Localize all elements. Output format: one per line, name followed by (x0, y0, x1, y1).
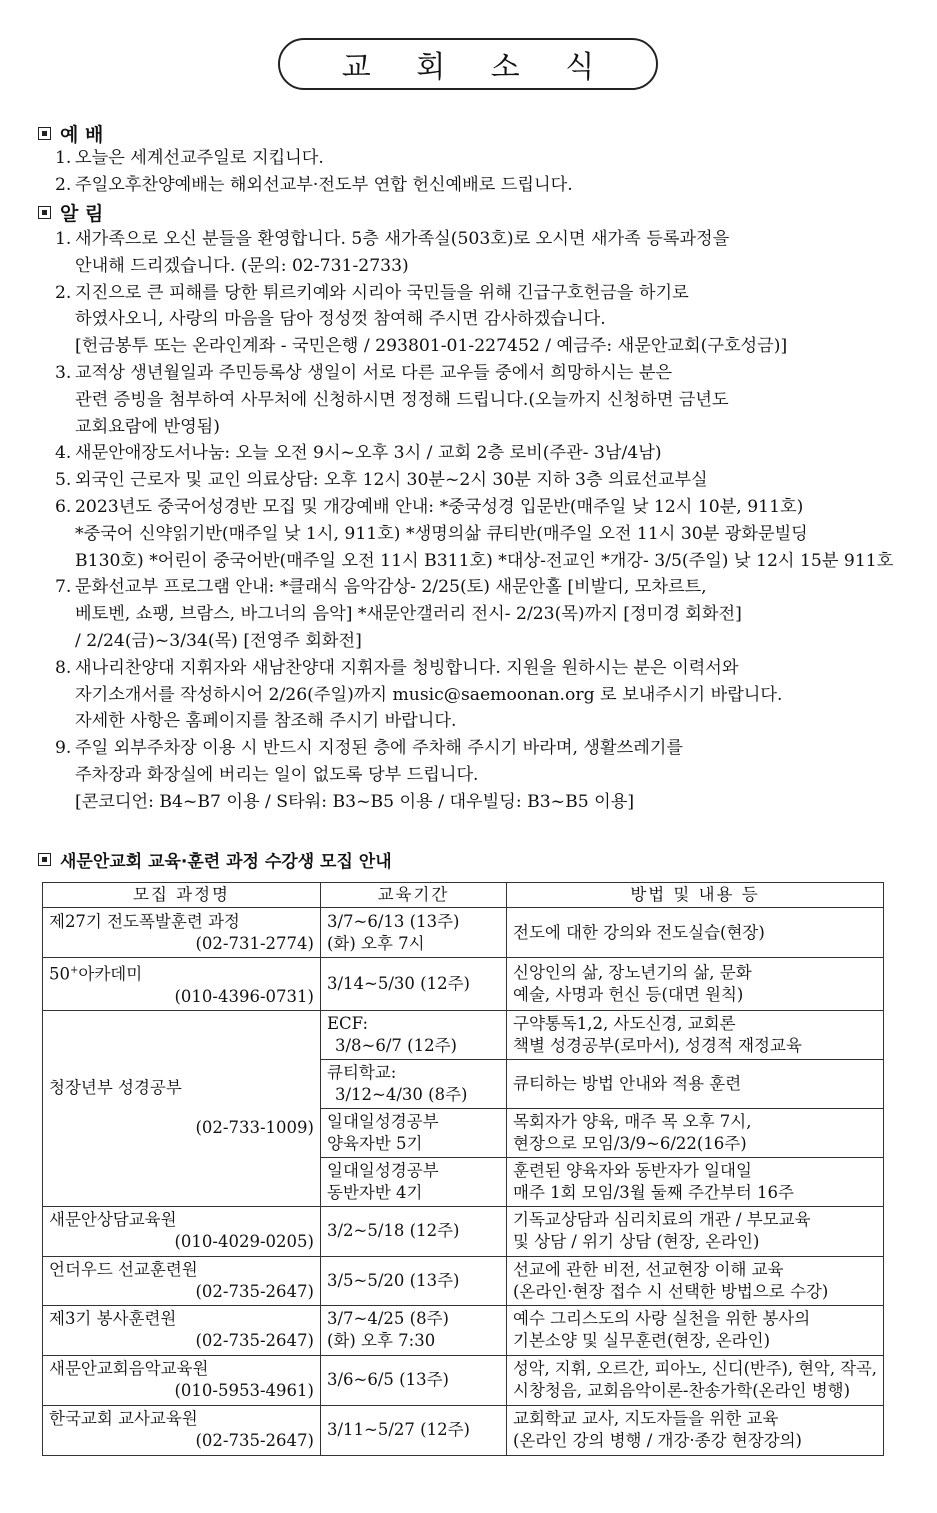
course-name-cell (43, 908, 321, 958)
item-number: 2. (55, 282, 72, 303)
item-text (75, 440, 895, 467)
table-row (43, 958, 884, 1011)
period-cell-line: ECF: (327, 1013, 369, 1033)
page-title-box (278, 38, 658, 90)
item-number: 9. (55, 738, 72, 759)
period-cell-line: 3/11~5/27 (12주) (327, 1420, 470, 1439)
content-cell (507, 1305, 884, 1355)
item-line: 관련 증빙을 첨부하여 사무처에 신청하시면 정정해 드립니다.(오늘까지 신청하면 금년도 (75, 389, 729, 410)
content-cell-line: 기본소양 및 실무훈련(현장, 온라인) (513, 1331, 770, 1350)
course-name-cell (43, 1355, 321, 1405)
item-line: *중국어 신약읽기반(매주일 낮 1시, 911호) *생명의삶 큐티반(매주일 오전 11시 30분 광화문빌딩 (75, 523, 808, 544)
content-cell-line: 예술, 사명과 헌신 등(대면 원칙) (513, 984, 744, 1004)
period-cell (321, 1355, 507, 1405)
content-cell-line: 시창청음, 교회음악이론-찬송가학(온라인 병행) (513, 1381, 851, 1400)
content-cell (507, 1157, 884, 1206)
item-number: 4. (55, 443, 72, 464)
list-item (55, 360, 895, 440)
course-phone: (010-4029-0205) (174, 1232, 314, 1251)
content-cell-line: 책별 성경공부(로마서), 성경적 재정교육 (513, 1035, 802, 1055)
item-line: 새가족으로 오신 분들을 환영합니다. 5층 새가족실(503호)로 오시면 새가족 등록과정을 (75, 229, 730, 249)
item-line: 새문안애장도서나눔: 오늘 오전 9시~오후 3시 / 교회 2층 로비(주관- 3남/4남) (75, 443, 662, 464)
square-bullet-icon (38, 206, 51, 219)
period-cell-line: 3/5~5/20 (13주) (327, 1270, 460, 1290)
page-title: 교 회 소 식 (341, 50, 613, 85)
course-name-part: 50 (49, 964, 70, 984)
item-line: 주일오후찬양예배는 해외선교부·전도부 연합 헌신예배로 드립니다. (75, 174, 573, 195)
period-cell-line: (화) 오후 7시 (327, 933, 425, 953)
content-cell-line: 구약통독1,2, 사도신경, 교회론 (513, 1013, 736, 1033)
item-text (75, 735, 895, 815)
table-row (43, 1206, 884, 1256)
item-number: 7. (55, 577, 72, 598)
item-line: 주차장과 화장실에 버리는 일이 없도록 당부 드립니다. (75, 764, 479, 785)
item-line: 새나리찬양대 지휘자와 새남찬양대 지휘자를 청빙합니다. 지원을 원하시는 분은 이력서와 (75, 657, 739, 678)
content-cell-line: 전도에 대한 강의와 전도실습(현장) (513, 922, 765, 942)
course-name-cell (43, 1405, 321, 1455)
table-header-row (43, 883, 884, 908)
item-line: 외국인 근로자 및 교인 의료상담: 오후 12시 30분~2시 30분 지하 3층 의료선교부실 (75, 470, 708, 491)
period-cell-line: 동반자반 4기 (327, 1182, 423, 1202)
table-row (43, 1256, 884, 1305)
item-line: 문화선교부 프로그램 안내: *클래식 음악감상- 2/25(토) 새문안홀 [비발디, 모차르트, (75, 577, 707, 598)
period-cell-line: (화) 오후 7:30 (327, 1331, 436, 1350)
period-cell-line: 3/7~4/25 (8주) (327, 1309, 449, 1328)
course-name (49, 960, 314, 986)
course-phone: (02-733-1009) (195, 1118, 314, 1137)
item-line: / 2/24(금)~3/34(목) [전영주 회화전] (75, 630, 362, 651)
period-cell-line: 일대일성경공부 (327, 1160, 439, 1180)
course-name-sup: + (70, 965, 79, 976)
content-cell-line: (온라인 강의 병행 / 개강·종강 현장강의) (513, 1431, 802, 1450)
item-text (75, 280, 895, 360)
period-cell-line: 일대일성경공부 (327, 1111, 439, 1131)
header-content: 방법 및 내용 등 (507, 883, 884, 908)
period-cell-line: 3/12~4/30 (8주) (335, 1084, 468, 1104)
content-cell (507, 1405, 884, 1455)
period-cell (321, 1059, 507, 1108)
period-cell-line: 3/2~5/18 (12주) (327, 1221, 460, 1240)
education-table (42, 882, 884, 1456)
header-period: 교육기간 (321, 883, 507, 908)
period-cell-line: 3/7~6/13 (13주) (327, 911, 460, 931)
period-cell (321, 1256, 507, 1305)
course-name-cell (43, 958, 321, 1011)
item-line: B130호) *어린이 중국어반(매주일 오전 11시 B311호) *대상-전교인 *개강- 3/5(주일) 낮 12시 15분 911호 (75, 550, 894, 571)
content-cell-line: (온라인·현장 접수 시 선택한 방법으로 수강) (513, 1281, 829, 1301)
worship-list (55, 145, 895, 199)
item-line: 2023년도 중국어성경반 모집 및 개강예배 안내: *중국성경 입문반(매주일 낮 12시 10분, 911호) (75, 496, 804, 517)
period-cell (321, 1206, 507, 1256)
content-cell-line: 성악, 지휘, 오르간, 피아노, 신디(반주), 현악, 작곡, (513, 1359, 877, 1378)
item-text (75, 467, 895, 494)
course-phone: (010-4396-0731) (174, 986, 314, 1006)
list-item (55, 172, 895, 199)
item-number: 2. (55, 174, 72, 195)
content-cell-line: 목회자가 양육, 매주 목 오후 7시, (513, 1111, 752, 1131)
list-item (55, 735, 895, 815)
item-number: 1. (55, 229, 72, 249)
item-number: 6. (55, 496, 72, 517)
period-cell (321, 1010, 507, 1059)
education-heading-text: 새문안교회 교육·훈련 과정 수강생 모집 안내 (60, 852, 392, 872)
period-cell (321, 958, 507, 1011)
content-cell-line: 매주 1회 모임/3월 둘째 주간부터 16주 (513, 1182, 794, 1202)
course-name: 새문안교회음악교육원 (49, 1359, 209, 1378)
item-line: 지진으로 큰 피해를 당한 튀르키예와 시리아 국민들을 위해 긴급구호헌금을 하기로 (75, 282, 689, 303)
notices-heading (38, 199, 103, 226)
item-line: 자세한 사항은 홈페이지를 참조해 주시기 바랍니다. (75, 711, 457, 732)
content-cell-line: 큐티하는 방법 안내와 적용 훈련 (513, 1073, 742, 1093)
list-item (55, 494, 895, 574)
course-name: 새문안상담교육원 (49, 1210, 177, 1229)
list-item (55, 226, 895, 280)
content-cell (507, 1355, 884, 1405)
course-phone: (02-735-2647) (195, 1431, 314, 1450)
content-cell (507, 1059, 884, 1108)
list-item (55, 655, 895, 735)
list-item (55, 280, 895, 360)
content-cell (507, 1108, 884, 1157)
course-name: 한국교회 교사교육원 (49, 1409, 198, 1428)
item-line: [콘코디언: B4~B7 이용 / S타워: B3~B5 이용 / 대우빌딩: B3~B5 이용] (75, 791, 635, 812)
content-cell (507, 958, 884, 1011)
course-name: 제3기 봉사훈련원 (49, 1309, 177, 1328)
item-text (75, 172, 895, 199)
table-row (43, 1355, 884, 1405)
item-text (75, 145, 895, 172)
period-cell (321, 1108, 507, 1157)
course-name-part: 아카데미 (78, 964, 143, 984)
period-cell (321, 908, 507, 958)
period-cell-line: 큐티학교: (327, 1062, 397, 1082)
item-text (75, 574, 895, 654)
course-phone: (010-5953-4961) (174, 1381, 314, 1400)
table-row (43, 1010, 884, 1059)
course-phone: (02-735-2647) (195, 1331, 314, 1350)
item-line: 안내해 드리겠습니다. (문의: 02-731-2733) (75, 255, 409, 276)
notices-list (55, 226, 895, 816)
content-cell-line: 신앙인의 삶, 장노년기의 삶, 문화 (513, 962, 752, 982)
content-cell-line: 및 상담 / 위기 상담 (현장, 온라인) (513, 1232, 760, 1251)
list-item (55, 467, 895, 494)
education-heading (38, 847, 392, 872)
content-cell (507, 908, 884, 958)
content-cell (507, 1256, 884, 1305)
list-item (55, 440, 895, 467)
worship-heading (38, 120, 103, 147)
item-line: 교회요람에 반영됨) (75, 416, 220, 437)
worship-heading-text: 예 배 (60, 124, 104, 146)
course-name: 청장년부 성경공부 (49, 1078, 182, 1097)
item-line: 교적상 생년월일과 주민등록상 생일이 서로 다른 교우들 중에서 희망하시는 분은 (75, 362, 673, 383)
item-line: 자기소개서를 작성하시어 2/26(주일)까지 music@saemoonan.org 로 보내주시기 바랍니다. (75, 684, 783, 705)
list-item (55, 145, 895, 172)
content-cell-line: 선교에 관한 비전, 선교현장 이해 교육 (513, 1259, 784, 1279)
notices-heading-text: 알 림 (60, 203, 104, 225)
content-cell-line: 기독교상담과 심리치료의 개관 / 부모교육 (513, 1210, 811, 1229)
period-cell-line: 3/6~6/5 (13주) (327, 1370, 449, 1389)
period-cell (321, 1305, 507, 1355)
item-text (75, 360, 895, 440)
item-line: 하였사오니, 사랑의 마음을 담아 정성껏 참여해 주시면 감사하겠습니다. (75, 309, 606, 330)
content-cell-line: 교회학교 교사, 지도자들을 위한 교육 (513, 1409, 779, 1428)
course-name-cell (43, 1010, 321, 1206)
course-name-cell (43, 1206, 321, 1256)
content-cell-line: 훈련된 양육자와 동반자가 일대일 (513, 1160, 752, 1180)
square-bullet-icon (38, 853, 51, 866)
item-text (75, 226, 895, 280)
table-row (43, 908, 884, 958)
course-phone: (02-735-2647) (195, 1281, 314, 1301)
list-item (55, 574, 895, 654)
item-text (75, 655, 895, 735)
period-cell-line: 3/14~5/30 (12주) (327, 973, 470, 993)
item-line: 베토벤, 쇼팽, 브람스, 바그너의 음악] *새문안갤러리 전시- 2/23(목)까지 [정미경 회화전] (75, 604, 742, 625)
header-course: 모집 과정명 (43, 883, 321, 908)
table-row (43, 1405, 884, 1455)
course-name: 제27기 전도폭발훈련 과정 (49, 911, 240, 931)
square-bullet-icon (38, 127, 51, 140)
period-cell-line: 양육자반 5기 (327, 1133, 423, 1153)
item-line: [헌금봉투 또는 온라인계좌 - 국민은행 / 293801-01-227452 / 예금주: 새문안교회(구호성금)] (75, 336, 788, 357)
content-cell (507, 1206, 884, 1256)
content-cell-line: 예수 그리스도의 사랑 실천을 위한 봉사의 (513, 1309, 811, 1328)
course-name-cell (43, 1305, 321, 1355)
content-cell (507, 1010, 884, 1059)
item-text (75, 494, 895, 574)
item-number: 3. (55, 362, 72, 383)
course-name: 언더우드 선교훈련원 (49, 1259, 198, 1279)
table-row (43, 1305, 884, 1355)
item-number: 1. (55, 148, 72, 168)
course-phone: (02-731-2774) (195, 933, 314, 953)
course-name-cell (43, 1256, 321, 1305)
item-number: 5. (55, 470, 72, 491)
item-line: 오늘은 세계선교주일로 지킵니다. (75, 148, 324, 168)
period-cell (321, 1405, 507, 1455)
period-cell (321, 1157, 507, 1206)
item-line: 주일 외부주차장 이용 시 반드시 지정된 층에 주차해 주시기 바라며, 생활쓰레기를 (75, 738, 684, 759)
content-cell-line: 현장으로 모임/3/9~6/22(16주) (513, 1133, 747, 1153)
period-cell-line: 3/8~6/7 (12주) (335, 1035, 457, 1055)
item-number: 8. (55, 657, 72, 678)
